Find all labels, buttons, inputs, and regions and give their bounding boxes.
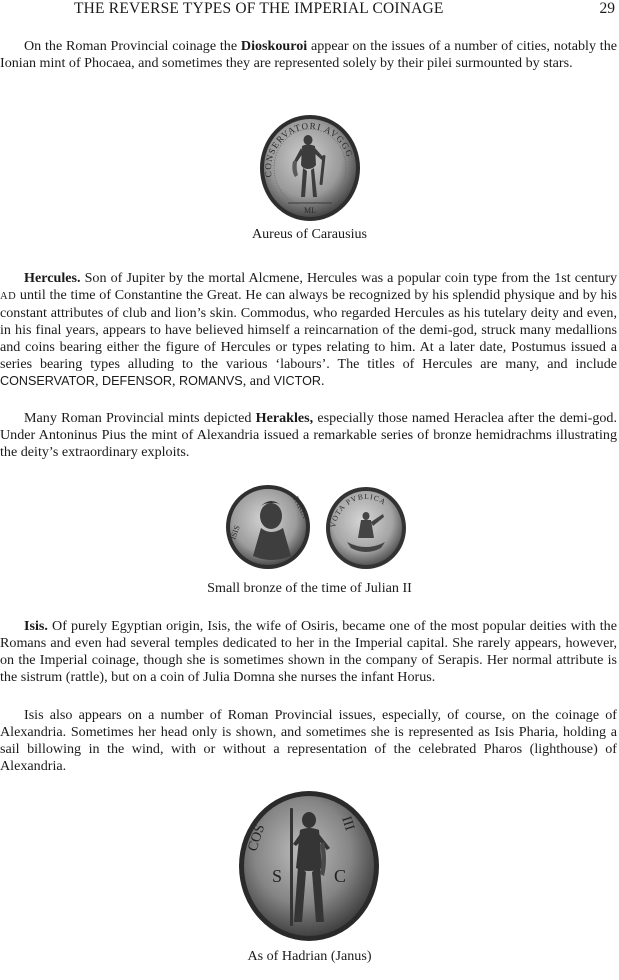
text-run: Many Roman Provincial mints depicted — [24, 410, 256, 426]
text-run: until the time of Constantine the Great. He can always be recognized by his splendid physique and by his constant attributes of club and lion’s skin. Commodus, who regarded Hercules as his tutelary deity and even, in his final years, appears to have believed himself a reincarnation of the demi-god, struck many medallions and coins bearing either the figure of Hercules or types relating to him. At a later date, Postumus issued a series bearing types alluding to the various ‘labours’. The titles of Hercules are many, and include — [0, 287, 617, 372]
coin-as-hadrian-janus — [238, 790, 380, 942]
text-run: . — [321, 373, 325, 389]
text-run: Isis also appears on a number of Roman Provincial issues, especially, of course, on the coinage of Alexandria. Sometimes her head only is shown, and sometimes she is represented as Isis Pharia, holding a sail billowing in the wind, with or without a representation of the celebrated Pharos (lighthouse) of Alexandria. — [0, 707, 617, 774]
title-victor: VICTOR — [273, 374, 321, 388]
text-run: , and — [242, 373, 274, 389]
text-run: On the Roman Provincial coinage the — [24, 38, 241, 54]
paragraph-herakles — [0, 410, 617, 461]
coin-exergue: ML — [304, 206, 316, 215]
term-isis: Isis. — [24, 618, 48, 634]
text-run: especially those named Heraclea after the demi-god. Under Antoninus Pius the mint of Alexandria issued a remarkable series of bronze hemidrachms illustrating the deity’s extraordinary exploits. — [0, 410, 617, 460]
figure-caption-2: Small bronze of the time of Julian II — [207, 580, 412, 596]
running-header — [0, 0, 619, 20]
term-dioskouroi: Dioskouroi — [240, 38, 308, 54]
coin-legend-left: COS — [245, 822, 269, 854]
page-number: 29 — [599, 0, 615, 17]
running-title: THE REVERSE TYPES OF THE IMPERIAL COINAGE — [74, 0, 444, 17]
title-conservator: CONSERVATOR — [0, 374, 95, 388]
coin-legend-right: III — [338, 814, 357, 833]
paragraph-isis-provincial — [0, 707, 617, 775]
term-herakles: Herakles, — [255, 410, 314, 426]
text-run: Of purely Egyptian origin, Isis, the wife of Osiris, became one of the most popular deities with the Romans and even had several temples dedicated to her in the Imperial capital. She rarely appears, however, on the Imperial coinage, though she is sometimes shown in the company of Serapis. Her normal attribute is the sistrum (rattle), but on a coin of Julia Domna she nurses the infant Horus. — [0, 618, 617, 685]
text-run: appear on the issues of a number of cities, notably the Ionian mint of Phocaea, and sometimes they are represented solely by their pilei surmounted by stars. — [0, 38, 617, 71]
coin-c-mark: C — [334, 866, 347, 886]
term-hercules: Hercules. — [24, 270, 81, 286]
text-run: Son of Jupiter by the mortal Alcmene, Hercules was a popular coin type from the 1st century — [80, 270, 617, 286]
paragraph-hercules — [0, 270, 617, 390]
obverse-legend-left: ISIS — [228, 524, 242, 541]
title-romanvs: ROMANVS — [179, 374, 243, 388]
figure-caption-1: Aureus of Carausius — [251, 226, 368, 242]
coin-small-bronze-obverse — [225, 484, 311, 570]
title-defensor: DEFENSOR — [102, 374, 172, 388]
figure-caption-3: As of Hadrian (Janus) — [247, 948, 372, 964]
era-abbrev: AD — [0, 291, 17, 302]
obverse-legend-right: FARIA — [291, 494, 311, 520]
coin-legend: CONSERVATORI AVGGG — [262, 120, 356, 178]
coin-small-bronze-reverse — [325, 486, 407, 570]
text-run: , — [171, 373, 180, 389]
paragraph-dioskouroi — [0, 38, 617, 72]
paragraph-isis — [0, 618, 617, 686]
coin-s-mark: S — [272, 866, 283, 886]
text-run: , — [94, 373, 102, 389]
reverse-legend: VOTA PVBLICA — [328, 491, 389, 529]
coin-aureus-carausius — [258, 113, 362, 223]
